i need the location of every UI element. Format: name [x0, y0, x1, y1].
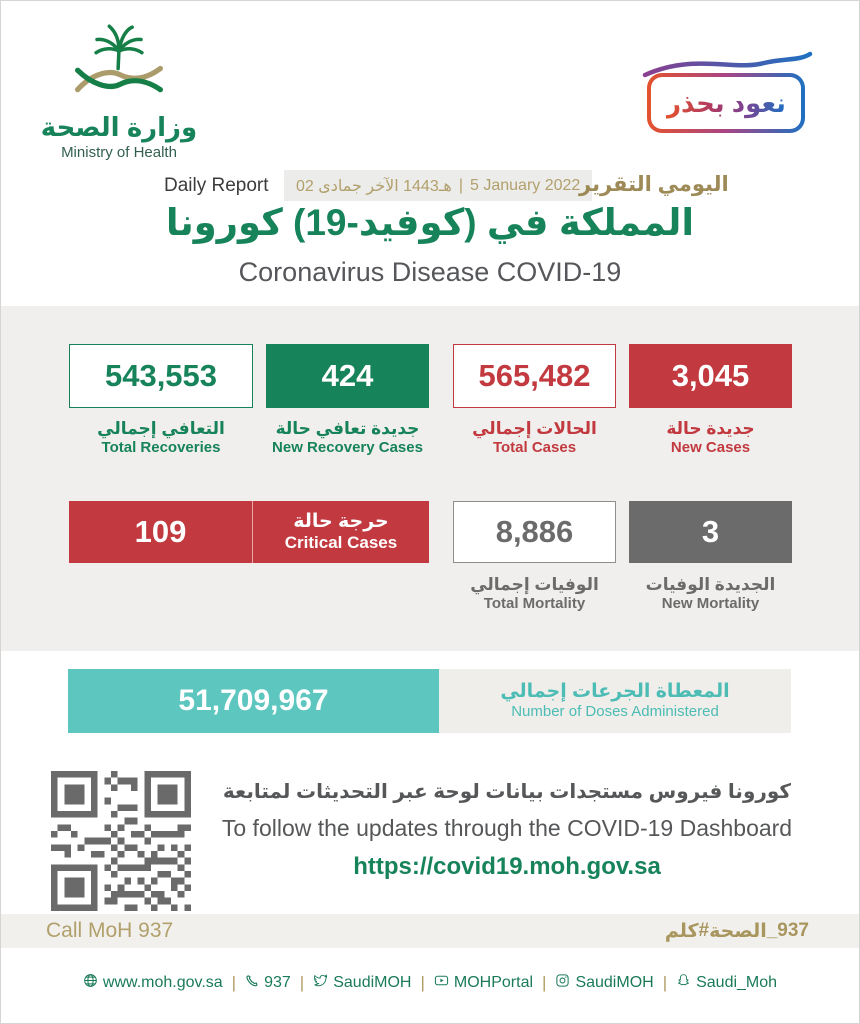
report-date-gregorian: 5 January 2022: [470, 176, 581, 194]
total-cases-label: إجمالي الحالات Total Cases: [472, 419, 597, 457]
qr-code: [51, 771, 191, 911]
total-cases-card: [453, 344, 616, 408]
total-recoveries-value: 543,553: [104, 358, 218, 393]
call-moh-label: Call MoH 937: [46, 919, 174, 942]
dashboard-info: [199, 779, 815, 881]
footer-separator: |: [662, 973, 668, 992]
critical-cases-label: حالة حرجة Critical Cases: [284, 511, 398, 553]
date-separator: |: [458, 176, 463, 194]
new-mortality-label: الوفيات الجديدة New Mortality: [645, 575, 776, 613]
moh-title-arabic: وزارة الصحة: [40, 112, 198, 142]
badge-frame: [647, 73, 805, 133]
daily-report-label: Daily Report: [164, 175, 269, 196]
instagram-icon: [555, 973, 570, 993]
dashboard-text-english: To follow the updates through the COVID-19 Dashboard: [221, 815, 793, 841]
qr-code-svg: [51, 771, 191, 911]
badge-text: نعود بحذر: [666, 87, 786, 118]
moh-title-english: Ministry of Health: [61, 144, 177, 162]
critical-cases-value: 109: [69, 501, 253, 563]
new-recoveries-value: 424: [321, 358, 374, 393]
footer-separator: |: [231, 973, 237, 992]
globe-icon: [83, 973, 98, 993]
dashboard-url-link[interactable]: https://covid19.moh.gov.sa: [353, 853, 661, 880]
new-cases-card: [629, 344, 792, 408]
new-mortality-value: 3: [701, 514, 720, 549]
dashboard-text-arabic: لمتابعة التحديثات عبر لوحة بيانات مستجدات فيروس كورونا: [222, 781, 792, 803]
moh-emblem-icon: [69, 96, 169, 113]
call-bar: [1, 914, 859, 948]
footer-website[interactable]: www.moh.gov.sa: [83, 973, 223, 993]
statistics-band: [1, 306, 859, 651]
new-recoveries-card: [266, 344, 429, 408]
footer-separator: |: [299, 973, 305, 992]
footer-youtube[interactable]: MOHPortal: [434, 973, 533, 993]
twitter-icon: [313, 973, 328, 993]
total-cases-value: 565,482: [478, 358, 591, 393]
total-mortality-label: إجمالي الوفيات Total Mortality: [470, 575, 599, 613]
return-with-caution-badge: [645, 51, 811, 139]
call-hashtag-arabic: كلم # الصحة _937: [664, 920, 809, 942]
doses-value: 51,709,967: [68, 669, 439, 733]
report-date-box: [284, 170, 592, 201]
doses-bar: [68, 669, 791, 733]
footer-links: [1, 973, 859, 993]
daily-report-label-arabic: التقرير اليومي: [579, 173, 729, 196]
footer-separator: |: [542, 973, 547, 992]
snapchat-icon: [676, 973, 691, 993]
moh-logo: [37, 21, 201, 161]
total-mortality-card: [453, 501, 616, 563]
total-recoveries-label: إجمالي التعافي Total Recoveries: [97, 419, 225, 457]
new-mortality-card: [629, 501, 792, 563]
footer-phone[interactable]: 937: [245, 974, 291, 993]
total-recoveries-card: [69, 344, 253, 408]
footer-snapchat[interactable]: Saudi_Moh: [676, 973, 777, 993]
footer-separator: |: [420, 973, 425, 992]
total-mortality-value: 8,886: [495, 514, 574, 549]
new-recoveries-label: حالة تعافي جديدة New Recovery Cases: [272, 419, 423, 457]
new-cases-value: 3,045: [671, 358, 750, 393]
page-title-english: Coronavirus Disease COVID-19: [238, 257, 622, 287]
new-cases-label: حالة جديدة New Cases: [666, 419, 755, 457]
footer-instagram[interactable]: SaudiMOH: [555, 973, 653, 993]
doses-label: إجمالي الجرعات المعطاة Number of Doses Administered: [439, 669, 791, 733]
page-title-arabic: كورونا (كوفيد-19) في المملكة: [165, 202, 695, 243]
youtube-icon: [434, 973, 449, 993]
critical-cases-card: [69, 501, 429, 563]
phone-icon: [245, 974, 259, 993]
footer-twitter[interactable]: SaudiMOH: [313, 973, 411, 993]
report-date-hijri: 02 جمادى الآخر 1443هـ: [296, 177, 452, 195]
